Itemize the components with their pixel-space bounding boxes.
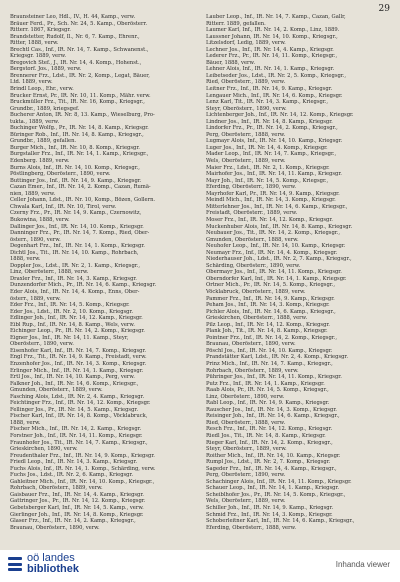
register-entry: Brucker Ernst, Pr., IR. Nr. 10, 11. Komp., Mähr. verw. <box>10 92 151 99</box>
register-entry: Eder Alois, Inf., IR. Nr. 14, 4. Komp., Enns, Ober- <box>10 288 140 295</box>
register-entry: Draxler Frz., Inf., IR. Nr. 14, 3. Kamp., Kriegsgr. <box>10 275 137 282</box>
register-entry: Putz Frz., Inf., IR. Nr. 14, 1. Kamp., Kriegsgr. <box>206 380 325 387</box>
register-entry: Linz, Oberösterr., 1888, verw. <box>10 269 89 276</box>
register-entry: Lenz Karl, Tit., IR. Nr. 14, 3. Kamp., Kriegsgr., <box>206 99 329 106</box>
register-entry: Gmunden, Oberösterr., 1888, verw. <box>206 236 299 243</box>
register-entry: Perg, Oberösterr., 1888, verw. <box>206 131 286 138</box>
register-entry: tukta., 1889, verw. <box>10 118 60 125</box>
register-entry: Grundbr., 1889, gefallen. <box>10 138 77 145</box>
register-entry: Pöschl Jos., Inf., IR. Nr. 14, 10. Kamp., Kriegsgr. <box>206 347 333 354</box>
register-entry: Lichtenberger Joh., Inf., IR. Nr. 14, 12. Komp., Kriegsgr. <box>206 112 354 119</box>
register-entry: Fasching Alois, Ldst., IR. Nr. 2, 4. Kamp., Kriegsgr. <box>10 393 145 400</box>
register-entry: Rohrbach, Oberösterr., 1889, verw. <box>10 485 103 492</box>
register-entry: Danninger Frz., Pr., IR. Nr. 14, 7. Komp., Ried, Ober- <box>10 230 150 237</box>
logo-line-2: bibliothek <box>27 563 79 575</box>
register-entry: Eigner Jos., Inf., IR. Nr. 14, 11. Kamp., Steyr, <box>10 334 129 341</box>
register-entry: Riedl Jos., Tit., IR. Nr. 14, 8. Kamp., Kriegsgr. <box>206 433 326 439</box>
register-entry: Bräuer Ferd., Pr., Sch. Nr. 24, 5. Kamp., Oberösterr. <box>10 20 147 27</box>
right-column <box>206 14 386 531</box>
register-entry: Dunzendorfer Mich., Pr., IR. Nr. 14, 6. Kamp., Kriegsgr. <box>10 282 157 289</box>
register-entry: Ried, Oberösterr., 1888, verw. <box>206 419 286 426</box>
register-entry: Eisenhofer Karl, Inf., IR. Nr. 14, 7. Komp., Kriegsgr. <box>10 347 147 354</box>
register-entry: Neubauer Jos., Tit., IR. Nr. 14, 2. Komp., Kriegsgr., <box>206 230 341 237</box>
register-entry: Plank Joh., Tit., IR. Nr. 14, 8. Kamp., Kriegsgr. <box>206 328 328 335</box>
register-entry: 1888, verw. <box>10 256 41 263</box>
register-entry: Oberösterr., 1890, verw. <box>10 341 74 348</box>
register-entry: Dichtl Jos., Tit., IR. Nr. 14, 10. Kamp., Rohrbach, <box>10 249 139 256</box>
register-entry: Czerny Frz., Pr., IR. Nr. 14, 9. Kamp., Czernowitz, <box>10 210 142 217</box>
register-entry: Eferding, Oberösterr., 1888, verw. <box>206 524 297 531</box>
register-entry: Pühringer Jos., Inf., IR. Nr. 14, 11. Komp., Kriegsgr. <box>206 374 342 381</box>
register-entry: Wels, Oberösterr., 1889, verw. <box>206 498 286 505</box>
register-entry: Reisinger Joh., Inf., IR. Nr. 14, 6. Kamp., Kriegsgr., <box>206 413 340 420</box>
logo-stripes-icon <box>8 557 22 571</box>
register-entry: Laumer Karl, Inf., IR. Nr. 14, 2. Komp., Linz, 1889. <box>206 27 340 34</box>
register-entry: Grundbr., 1889, kriegsgef. <box>10 105 80 112</box>
register-entry: Büringer Rob., Inf., IR. Nr. 14, 8. Kamp., Kriegsgr., <box>10 131 144 138</box>
register-entry: Buchinger Wolfg., Pr., IR. Nr. 14, 8. Kamp., Kriegsgr. <box>10 125 149 132</box>
register-entry: Erlinger Mich., Inf., IR. Nr. 14, 1. Kamp., Kriegsgr. <box>10 367 144 374</box>
register-entry: Burns Alois, Inf., IR. Nr. 14, 10. Komp., Kriegsgr., <box>10 164 140 171</box>
register-entry: Prinz Mich., Inf., IR. Nr. 14, 7. Kamp., Kriegsgr., <box>206 360 333 367</box>
register-entry: Litzelsdorf, Ledig, 1889, verw. <box>206 40 286 47</box>
register-entry: Pilz Leop., Inf., IR. Nr. 14, 12. Komp., Kriegsgr. <box>206 321 330 328</box>
register-entry: Gahleitner Mich., Inf., IR. Nr. 14, 10. Komp., Kriegsgr., <box>10 478 155 485</box>
register-entry: Gmunden, Oberösterr., 1889, verw. <box>10 387 103 394</box>
register-entry: Eibl Rup., Inf., IR. Nr. 14, 8. Kamp., Wels, verw. <box>10 321 135 328</box>
register-entry: Rieger Karl, Inf., IR. Nr. 14, 2. Komp., Kriegsgr., <box>206 439 333 446</box>
register-entry: Eichinger Leop., Pr., IR. Nr. 14, 2. Komp., Kriegsgr. <box>10 328 145 335</box>
register-entry: Enzenhofer Jos., Inf., IR. Nr. 14, 3. Komp., Kriegsgr. <box>10 360 147 367</box>
register-entry: Fraunhofer Jos., Tit., IR. Nr. 14, 7. Kamp., Kriegsgr., <box>10 439 148 446</box>
register-entry: Fellinger Jos., Pr., IR. Nr. 14, 5. Kamp., Kriegsgr. <box>10 406 138 413</box>
logo-text <box>27 553 79 575</box>
register-entry: Engl Frz., Tit., IR. Nr. 14, 9. Kamp., Freistadt, verw. <box>10 354 147 361</box>
register-entry: Rohrbach, Oberösterr., 1889, verw. <box>206 367 299 374</box>
register-entry: Niederhauser Joh., Ldst., IR. Nr. 2, 7. Kamp., Kriegsgr., <box>206 256 352 263</box>
register-entry: Bergstorf. Jos., 1889, verw. <box>10 66 82 73</box>
register-entry: Oberndorfer Karl, Inf., IR. Nr. 14, 1. Kamp., Kriegsgr. <box>206 275 347 282</box>
register-entry: Laussner Johann, IR. Nr. 14, 10. Komp., Kriegsgr., <box>206 33 338 40</box>
library-logo[interactable] <box>8 553 79 575</box>
register-entry: Gattringer Jos., Pr., IR. Nr. 14, 12. Komp., Kriegsgr. <box>10 498 146 505</box>
register-entry: Ritterr. 1889, gefallen. <box>206 20 266 27</box>
register-entry: Lehner Alois, Inf., IR. Nr. 14, 1. Kamp., Kriegsgr. <box>206 66 335 73</box>
register-entry: Steyr, Oberösterr., 1889, verw. <box>206 446 287 453</box>
register-entry: Maier Frz., Ldst., IR. Nr. 2, 1. Komp., Kriegsgr. <box>206 164 330 171</box>
register-entry: Rumpl Jos., Ldst., IR. Nr. 2, 7. Komp., Kriegsgr. <box>206 459 331 466</box>
register-entry: Perg, Oberösterr., 1890, verw. <box>206 472 286 479</box>
register-entry: Glaser Frz., Inf., IR. Nr. 14, 2. Kamp., Kriegsgr., <box>10 518 136 525</box>
register-entry: Ritter, 1888, verw. <box>10 40 59 47</box>
register-entry: Cazan Emer., Inf., IR. Nr. 14, 2. Komp., Cazan, Rumä- <box>10 184 151 191</box>
register-entry: Freudenthaler Frz., Inf., IR. Nr. 14, 9. Komp., Kriegsgr. <box>10 452 155 459</box>
register-entry: Prandstätter Karl, Ldst., IR. Nr. 2, 4. Komp., Kriegsgr. <box>206 354 348 361</box>
register-entry: Schiller Joh., Inf., IR. Nr. 14, 9. Kamp., Kriegsgr. <box>206 505 334 512</box>
register-entry: Obermayr Jos., Inf., IR. Nr. 14, 11. Komp., Kriegsgr. <box>206 269 342 276</box>
register-entry: Ritterr. 1867, Kriegsgr. <box>10 27 71 34</box>
register-entry: Buttinger Jos., Inf., IR. Nr. 14, 9. Kamp., Kriegsgr. <box>10 177 142 184</box>
register-entry: Burger Mich., Inf., IR. Nr. 10, 8. Komp., Kriegsgr. <box>10 144 140 151</box>
register-entry: Degenhart Frz., Inf., IR. Nr. 14, 1. Komp., Kriegsgr. <box>10 243 145 250</box>
register-entry: Fuchs Alois, Inf., IR. Nr. 14, 1. Komp., Schärding, verw. <box>10 465 156 472</box>
left-column <box>10 14 190 531</box>
register-entry: österr., 1889, verw. <box>10 295 61 302</box>
register-entry: Brindl Leop., Ehr., verw. <box>10 86 74 93</box>
register-entry: Lederer Frz., Pr., IR. Nr. 14, 11. Komp., Kriegsgr., <box>206 53 338 60</box>
register-entry: Feichtinger Frz., Inf., IR. Nr. 14, 12. Komp., Kriegsgr. <box>10 400 151 407</box>
register-entry: Rauscher Jos., Inf., IR. Nr. 14, 3. Komp., Kriegsgr. <box>206 406 337 413</box>
register-entry: Pöstlingberg, Oberösterr., 1890, verw. <box>10 171 111 178</box>
register-entry: 1888, verw. <box>10 419 41 426</box>
register-entry: Mayrhofer Karl, Pr., IR. Nr. 14, 9. Kamp., Kriegsgr. <box>206 190 340 197</box>
register-entry: Lugmayr Alois, Inf., IR. Nr. 14, 10. Kamp., Kriegsgr. <box>206 138 343 145</box>
register-entry: Mader Leop., Inf., IR. Nr. 14, 7. Kamp., Kriegsgr., <box>206 151 337 158</box>
register-entry: Pichler Alois, Inf., IR. Nr. 14, 6. Kamp., Kriegsgr., <box>206 308 336 315</box>
register-entry: Mairhofer Jos., Inf., IR. Nr. 14, 11. Kamp., Kriegsgr. <box>206 171 342 178</box>
register-entry: Brennerer Frz., Ldst., IR. Nr. 2, Komp., Legat, Bäuer, <box>10 72 150 79</box>
register-entry: Ortner Mich., Pr., IR. Nr. 14, 5. Komp., Kriegsgr., <box>206 282 336 289</box>
register-entry: Bukowina, 1888, verw. <box>10 216 70 223</box>
register-entry: Burgstaller Frz., Inf., IR. Nr. 14, 1. Kamp., Kriegsgr., <box>10 151 149 158</box>
register-entry: nien, 1889, verw. <box>10 190 56 197</box>
register-entry: Forstner Joh., Inf., IR. Nr. 14, 11. Komp., Kriegsgr. <box>10 433 143 439</box>
register-entry: Lauber Leop., Inf., IR. Nr. 14, 7. Kamp., Cazan, Gallr, <box>206 14 346 20</box>
register-entry: Rabl Leop., Inf., IR. Nr. 14, 9. Kamp., Kriegsgr. <box>206 400 330 407</box>
register-entry: Ltd. 1889, verw. <box>10 79 53 86</box>
register-entry: Leibetseder Jos., Ldst., IR. Nr. 2, 5. Komp., Kriegsgr., <box>206 72 347 79</box>
register-entry: Lindorfer Frz., Pr., IR. Nr. 14, 2. Komp., Kriegsgr., <box>206 125 338 132</box>
register-entry: Ertl Jos., Inf., IR. Nr. 14, 10. Kamp., Perg, verw. <box>10 374 135 381</box>
register-entry: Gaisbauer Frz., Inf., IR. Nr. 14, 4. Kamp., Kriegsgr. <box>10 491 144 498</box>
register-entry: Celler Johann, Ldst., IR. Nr. 10, Komp., Bözen, Gollern. <box>10 197 156 204</box>
register-entry: Moser Frz., Inf., IR. Nr. 14, 12. Komp., Kriegsgr. <box>206 216 333 223</box>
register-entry: Muckenhuber Alois, Inf., IR. Nr. 14, 8. Kamp., Kriegsgr. <box>206 223 353 230</box>
register-entry: Schärding, Oberösterr., 1890, verw. <box>206 262 301 269</box>
register-entry: Peham Jos., Inf., IR. Nr. 14, 3. Komp., Kriegsgr. <box>206 302 330 309</box>
register-entry: Neuhofer Leop., Inf., IR. Nr. 14, 10. Kamp., Kriegsgr. <box>206 243 346 250</box>
register-entry: Edlinger Joh., Inf., IR. Nr. 14, 12. Kamp., Kriegsgr. <box>10 315 143 322</box>
register-entry: Schachinger Alois, Inf., IR. Nr. 14, 11. Komp., Kriegsgr. <box>206 478 352 485</box>
register-entry: Eder Frz., Inf., IR. Nr. 14, 5. Komp., Kriegsgr. <box>10 302 130 309</box>
register-entry: Fischer Karl, Inf., IR. Nr. 14, 8. Komp., Vöcklabruck, <box>10 413 148 420</box>
register-entry: Luger Jos., Inf., IR. Nr. 14, 4. Komp., Kriegsgr. <box>206 144 328 151</box>
register-entry: Fischer Mich., Inf., IR. Nr. 14, 2. Kamp., Kriegsgr. <box>10 426 142 433</box>
register-entry: Mitterlehner Jos., Inf., IR. Nr. 14, 6. Kamp., Kriegsgr., <box>206 203 348 210</box>
register-entry: Neumayr Frz., Inf., IR. Nr. 14, 4. Komp., Kriegsgr. <box>206 249 338 256</box>
register-entry: Gierlinger Joh., Inf., IR. Nr. 14, 8. Komp., Kriegsgr. <box>10 511 144 518</box>
register-entry: Linz, Oberösterr., 1890, verw. <box>206 393 285 400</box>
register-entry: Mayr Joh., Inf., IR. Nr. 14, 5. Komp., Kriegsgr., <box>206 177 329 184</box>
register-entry: Bäuer, 1888, verw. <box>206 59 255 66</box>
register-entry: Pammer Frz., Inf., IR. Nr. 14, 9. Kamp., Kriegsgr. <box>206 295 335 302</box>
register-entry: Dallinger Jos., Inf., IR. Nr. 14, 10. Komp., Kriegsgr. <box>10 223 144 230</box>
register-entry: Braunau, Oberösterr., 1890, verw. <box>206 341 296 348</box>
register-entry: Meindl Mich., Inf., IR. Nr. 14, 3. Komp., Kriegsgr. <box>206 197 336 204</box>
register-entry: Falkner Joh., Inf., IR. Nr. 14, 6. Komp., Kriegsgr., <box>10 380 139 387</box>
register-entry: Wels, Oberösterr., 1889, verw. <box>206 158 286 165</box>
register-entry: Edenberg. 1889, verw. <box>10 158 70 165</box>
register-entry: österr., 1890, verw. <box>10 236 61 243</box>
register-entry: Resch Frz., Inf., IR. Nr. 14, 12. Komp., Kriegsgr. <box>206 426 333 433</box>
register-entry: Leitner Frz., Inf., IR. Nr. 14, 9. Kamp., Kriegsgr. <box>206 86 333 93</box>
page-number: 29 <box>378 4 390 14</box>
register-entry: Grieskirchen, 1890, verw. <box>10 446 78 453</box>
register-entry: Vöcklabruck, Oberösterr., 1889, verw. <box>206 288 306 295</box>
register-entry: Schmid Frz., Inf., IR. Nr. 14, 3. Komp., Kriegsgr. <box>206 511 333 518</box>
register-entry: Pointner Frz., Inf., IR. Nr. 14, 2. Komp., Kriegsgr., <box>206 334 337 341</box>
register-entry: Eder Jos., Ldst., IR. Nr. 2, 10. Komp., Kriegsgr. <box>10 308 134 315</box>
register-entry: Steyr, Oberösterr., 1890, verw. <box>206 105 287 112</box>
register-entry: Lengauer Mich., Inf., IR. Nr. 14, 6. Komp., Kriegsgr. <box>206 92 343 99</box>
register-entry: Fuchs Jos., Ldst., IR. Nr. 2, 6. Kamp., Kriegsgr. <box>10 472 134 479</box>
register-entry: Sageder Frz., Inf., IR. Nr. 14, 4. Kamp., Kriegsgr., <box>206 465 337 472</box>
register-entry: Schauer Leop., Inf., IR. Nr. 14, 1. Kamp., Kriegsgr. <box>206 485 340 492</box>
register-entry: Brandstetter, Rudolf, Il., Nr. 6, 7. Kamp., Ehrenr., <box>10 33 140 40</box>
register-entry: Chwala Karl, Inf., IR. Nr. 10, Tirol, verw. <box>10 203 117 210</box>
viewer-label[interactable]: Inhanda viewer <box>335 560 390 569</box>
register-entry: Doppler Jos., Ldst., IR. Nr. 2, 1. Kamp., Kriegsgr., <box>10 262 140 269</box>
register-entry: Grieskirchen, Oberösterr., 1888, verw. <box>206 315 308 322</box>
register-entry: Ried, Oberösterr., 1889, verw. <box>206 79 286 86</box>
register-entry: Raab Alois, Pr., IR. Nr. 14, 5. Komp., Kriegsgr., <box>206 387 329 394</box>
register-entry: Braunsteiner Leo, Hdl., IV., H. 44, Kamp., verw. <box>10 14 136 20</box>
register-entry: Schoberleitner Karl, Inf., IR. Nr. 14, 6. Kamp., Kriegsgr., <box>206 518 355 525</box>
logo-line-1: oö landes <box>27 552 75 564</box>
register-entry: Scheiblhofer Jos., Pr., IR. Nr. 14, 5. Komp., Kriegsgr., <box>206 491 346 498</box>
register-entry: Eferding, Oberösterr., 1890, verw. <box>206 184 297 191</box>
register-entry: Lechner Jos., Inf., IR. Nr. 14, 4. Kamp., Kriegsgr. <box>206 46 334 53</box>
register-entry: Bruckmüller Frz., Tit., IR. Nr. 16, Komp., Kriegsgr., <box>10 99 145 106</box>
register-entry: Kriegsgr. 1889, verw. <box>10 53 67 60</box>
register-entry: Gebetsberger Karl, Inf., IR. Nr. 14, 5. Kamp., verw. <box>10 505 144 512</box>
register-entry: Bucherer Anton, IR. Nr. 8, 13. Kamp., Wieselburg, Pro- <box>10 112 155 119</box>
footer-bar <box>0 550 400 582</box>
register-entry: Bregovich Stef., J., IR. Nr. 14, 4. Komp., Hohenst., <box>10 59 142 66</box>
register-entry: Roither Mich., Inf., IR. Nr. 14, 10. Kamp., Kriegsgr. <box>206 452 341 459</box>
register-entry: Friedl Leop., Inf., IR. Nr. 14, 3. Kamp., Kriegsgr. <box>10 459 138 466</box>
register-entry: Lindner Jos., Inf., IR. Nr. 14, 8. Kamp., Kriegsgr. <box>206 118 333 125</box>
register-entry: Brechtl Cas., Inf., IR. Nr. 14, 7. Kamp., Schwanenst., <box>10 46 149 53</box>
register-entry: Freistadt, Oberösterr., 1889, verw. <box>206 210 298 217</box>
register-entry: Braunau, Oberösterr., 1890, verw. <box>10 524 100 531</box>
